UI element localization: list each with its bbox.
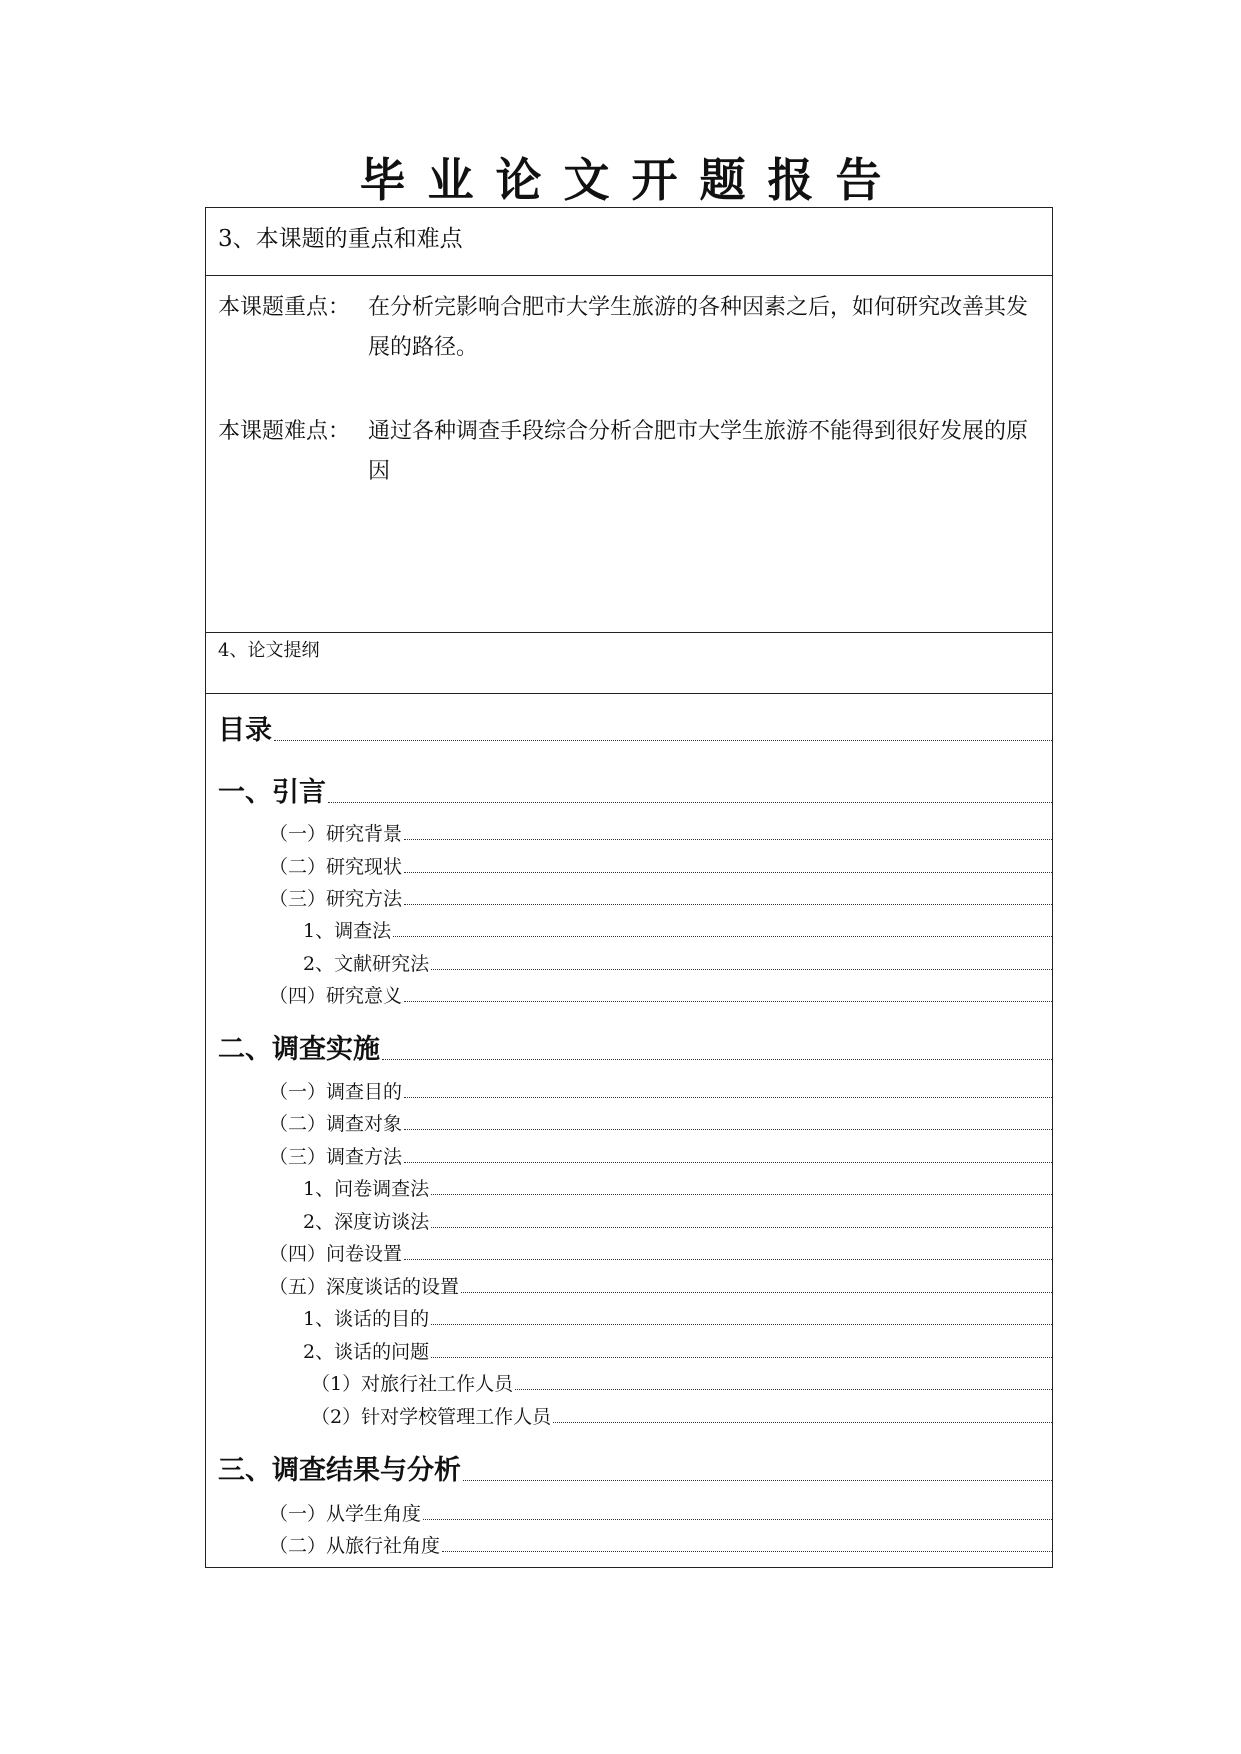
divider xyxy=(206,693,1052,694)
focus-text: 在分析完影响合肥市大学生旅游的各种因素之后，如何研究改善其发展的路径。 xyxy=(368,295,1029,360)
toc-entry: （五）深度谈话的设置 xyxy=(206,1271,1052,1299)
toc-entry: （二）研究现状 xyxy=(206,851,1052,879)
toc-entry: 二、调查实施 xyxy=(206,1026,1052,1066)
toc-entry: （一）从学生角度 xyxy=(206,1498,1052,1526)
toc-entry: （四）研究意义 xyxy=(206,980,1052,1008)
focus-label: 本课题重点： xyxy=(218,295,351,320)
difficulty-text: 通过各种调查手段综合分析合肥市大学生旅游不能得到很好发展的原因 xyxy=(368,419,1029,484)
section-3-heading: 3、本课题的重点和难点 xyxy=(218,226,463,252)
toc-entry: （一）研究背景 xyxy=(206,818,1052,846)
toc-entry: （二）从旅行社角度 xyxy=(206,1530,1052,1558)
toc-entry: （三）研究方法 xyxy=(206,883,1052,911)
document-title: 毕业论文开题报告 xyxy=(359,153,904,207)
toc-entry: 1、谈话的目的 xyxy=(206,1303,1052,1331)
toc-entry: （三）调查方法 xyxy=(206,1141,1052,1169)
toc-entry: 一、引言 xyxy=(206,769,1052,809)
toc-entry: 目录 xyxy=(206,707,1052,747)
divider xyxy=(206,632,1052,633)
toc-entry: 2、文献研究法 xyxy=(206,948,1052,976)
section-4-heading: 4、论文提纲 xyxy=(218,640,320,661)
toc-entry: （二）调查对象 xyxy=(206,1108,1052,1136)
report-table xyxy=(205,207,1053,1568)
toc-entry: （2）针对学校管理工作人员 xyxy=(206,1401,1052,1429)
toc-entry: （1）对旅行社工作人员 xyxy=(206,1368,1052,1396)
toc-entry: 2、深度访谈法 xyxy=(206,1206,1052,1234)
toc-entry: 2、谈话的问题 xyxy=(206,1336,1052,1364)
toc-entry: 1、调查法 xyxy=(206,915,1052,943)
table-of-contents xyxy=(206,695,1052,1569)
toc-entry: （四）问卷设置 xyxy=(206,1238,1052,1266)
toc-entry: （一）调查目的 xyxy=(206,1076,1052,1104)
toc-entry: 三、调查结果与分析 xyxy=(206,1447,1052,1487)
toc-entry: 1、问卷调查法 xyxy=(206,1173,1052,1201)
divider xyxy=(206,275,1052,276)
difficulty-label: 本课题难点： xyxy=(218,419,351,444)
